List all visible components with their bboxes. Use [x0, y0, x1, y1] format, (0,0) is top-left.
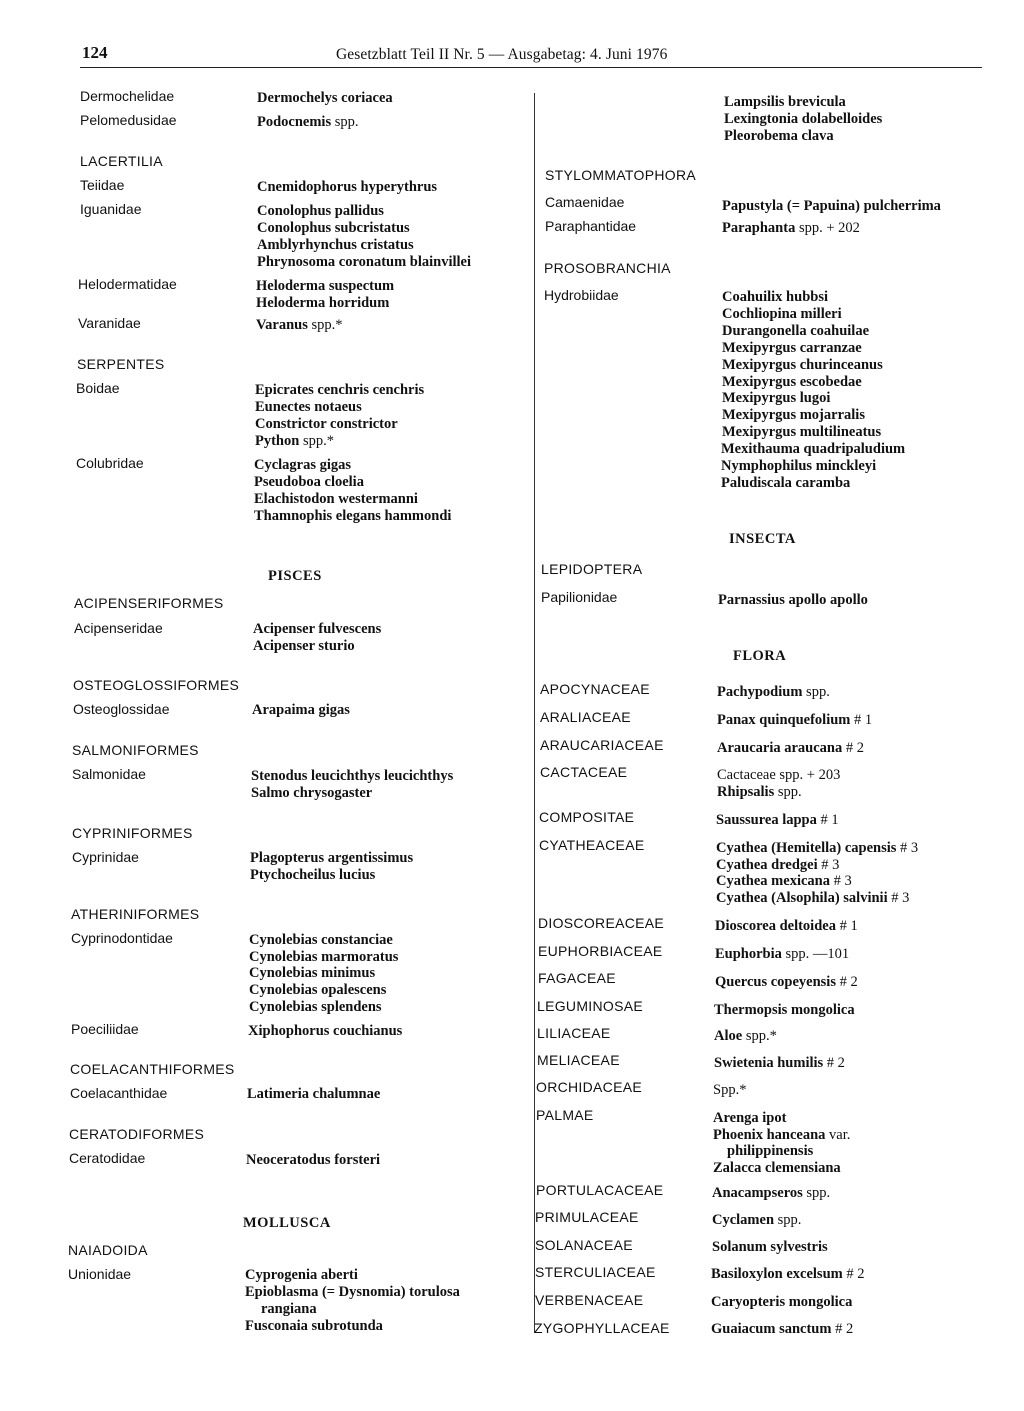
species-name: Salmo chrysogaster	[251, 785, 373, 801]
spp-label: spp.*	[745, 1028, 777, 1044]
genus-name: Python	[255, 433, 300, 449]
species-name: Arenga ipot	[713, 1110, 787, 1126]
var-label: var.	[829, 1127, 851, 1143]
spp-note: spp. —101	[785, 946, 850, 962]
annotation-note: # 1	[839, 918, 858, 934]
species-name: Epioblasma (= Dysnomia) torulosa	[245, 1284, 460, 1300]
species-label: Swietenia humilis	[714, 1055, 824, 1071]
species-label: Guaiacum sanctum	[711, 1321, 832, 1337]
species-name: Phrynosoma coronatum blainvillei	[257, 254, 472, 270]
annotation-note: # 2	[839, 974, 858, 990]
species-name: Heloderma horridum	[256, 295, 390, 311]
species-name	[717, 712, 872, 729]
family-name: Osteoglossidae	[73, 701, 170, 717]
species-name: Cynolebias marmoratus	[249, 949, 399, 965]
species-label: Cyathea dredgei	[716, 857, 818, 873]
family-name: Teiidae	[80, 177, 125, 193]
family-name: Cyprinodontidae	[71, 930, 173, 946]
family-name: Boidae	[76, 380, 120, 396]
species-name: rangiana	[261, 1301, 317, 1317]
species-name	[715, 918, 858, 935]
species-label: Panax quinquefolium	[717, 712, 851, 728]
species-name	[712, 1185, 830, 1202]
species-name: Cyclagras gigas	[254, 457, 352, 473]
genus-name: Aloe	[714, 1028, 743, 1044]
plant-family: PRIMULACEAE	[535, 1209, 639, 1225]
species-name: Latimeria chalumnae	[247, 1086, 381, 1102]
order-heading: SALMONIFORMES	[72, 742, 199, 758]
species-name	[716, 890, 909, 907]
spp-label: spp.	[806, 684, 830, 700]
species-name	[716, 857, 839, 874]
family-name: Iguanidae	[80, 201, 142, 217]
genus-name: Paraphanta	[722, 220, 796, 236]
spp-note: spp. + 202	[798, 220, 860, 236]
species-name: Mexipyrgus multilineatus	[722, 424, 882, 440]
species-name: Mexipyrgus escobedae	[722, 374, 862, 390]
species-name: Mexipyrgus churinceanus	[722, 357, 883, 373]
species-name	[717, 684, 830, 701]
family-name: Paraphantidae	[545, 218, 637, 234]
species-name	[722, 220, 860, 237]
species-name: Caryopteris mongolica	[711, 1294, 853, 1310]
family-name: Papilionidae	[541, 589, 618, 605]
species-name: Mexipyrgus mojarralis	[722, 407, 865, 423]
order-heading: PROSOBRANCHIA	[544, 260, 671, 276]
species-name: Lampsilis brevicula	[724, 94, 846, 110]
spp-label: spp.	[806, 1185, 831, 1201]
plant-family: PORTULACACEAE	[536, 1182, 664, 1198]
annotation-note: # 2	[845, 740, 864, 756]
species-name: Mexithauma quadripaludium	[721, 441, 906, 457]
plant-family: ZYGOPHYLLACEAE	[534, 1320, 670, 1336]
spp-label: spp.	[777, 784, 802, 800]
plant-family: VERBENACEAE	[535, 1292, 644, 1308]
genus-name: Euphorbia	[715, 946, 782, 962]
species-name: Papustyla (= Papuina) pulcherrima	[722, 198, 941, 214]
species-name	[716, 812, 839, 829]
species-label: Cyathea (Hemitella) capensis	[716, 840, 897, 856]
species-label: Dioscorea deltoidea	[715, 918, 836, 934]
species-name: Ptychocheilus lucius	[250, 867, 376, 883]
species-name: Acipenser fulvescens	[253, 621, 382, 637]
annotation-note: # 3	[900, 840, 919, 856]
plant-family: DIOSCOREACEAE	[538, 915, 665, 931]
order-heading: CYPRINIFORMES	[72, 825, 193, 841]
species-name: Spp.*	[713, 1082, 747, 1098]
species-name	[717, 784, 802, 801]
order-heading: CERATODIFORMES	[69, 1126, 205, 1142]
family-name: Unionidae	[68, 1266, 132, 1282]
plant-family: LEGUMINOSAE	[537, 998, 643, 1014]
species-name: Stenodus leucichthys leucichthys	[251, 768, 454, 784]
family-name: Camaenidae	[545, 194, 625, 210]
species-name: Cochliopina milleri	[722, 306, 842, 322]
species-name	[715, 974, 858, 991]
species-name: Eunectes notaeus	[255, 399, 362, 415]
species-name: Mexipyrgus lugoi	[722, 390, 831, 406]
order-heading: ACIPENSERIFORMES	[74, 595, 224, 611]
order-heading: SERPENTES	[77, 356, 165, 372]
order-heading: NAIADOIDA	[68, 1242, 148, 1258]
class-heading: PISCES	[268, 568, 322, 584]
spp-label: spp.*	[302, 433, 334, 449]
species-name: Mexipyrgus carranzae	[722, 340, 862, 356]
species-name: Parnassius apollo apollo	[718, 592, 868, 608]
annotation-note: # 2	[826, 1055, 845, 1071]
species-name: Constrictor constrictor	[255, 416, 398, 432]
species-name: Solanum sylvestris	[712, 1239, 828, 1255]
plant-family: CACTACEAE	[540, 764, 628, 780]
species-name: Pleorobema clava	[724, 128, 834, 144]
species-name	[711, 1321, 853, 1338]
species-name: Conolophus pallidus	[257, 203, 384, 219]
family-name: Hydrobiidae	[544, 287, 619, 303]
species-name: Cynolebias constanciae	[249, 932, 393, 948]
species-name: Elachistodon westermanni	[254, 491, 418, 507]
species-name: Cynolebias opalescens	[249, 982, 387, 998]
species-name	[257, 114, 359, 131]
order-heading: COELACANTHIFORMES	[70, 1061, 235, 1077]
species-name: Durangonella coahuilae	[722, 323, 870, 339]
annotation-note: # 2	[835, 1321, 854, 1337]
species-name	[717, 740, 864, 757]
annotation-note: # 3	[821, 857, 840, 873]
spp-label: spp.	[334, 114, 359, 130]
order-heading: OSTEOGLOSSIFORMES	[73, 677, 240, 693]
species-name: Cnemidophorus hyperythrus	[257, 179, 438, 195]
species-name: Cactaceae spp. + 203	[717, 767, 841, 783]
species-label: Cyathea mexicana	[716, 873, 830, 889]
species-name: philippinensis	[727, 1143, 814, 1159]
order-heading: STYLOMMATOPHORA	[545, 167, 697, 183]
class-heading: INSECTA	[729, 531, 796, 547]
species-name: Fusconaia subrotunda	[245, 1318, 383, 1334]
species-name: Neoceratodus forsteri	[246, 1152, 381, 1168]
order-heading: LEPIDOPTERA	[541, 561, 643, 577]
plant-family: SOLANACEAE	[535, 1237, 633, 1253]
genus-name: Podocnemis	[257, 114, 332, 130]
plant-family: APOCYNACEAE	[540, 681, 650, 697]
genus-name: Rhipsalis	[717, 784, 775, 800]
species-name: Xiphophorus couchianus	[248, 1023, 403, 1039]
species-name: Paludiscala caramba	[721, 475, 851, 491]
plant-family: EUPHORBIACEAE	[538, 943, 663, 959]
annotation-note: # 1	[820, 812, 839, 828]
species-name: Cyprogenia aberti	[245, 1267, 358, 1283]
spp-label: spp.*	[311, 317, 343, 333]
species-name: Heloderma suspectum	[256, 278, 395, 294]
genus-name: Pachypodium	[717, 684, 803, 700]
species-name: Thamnophis elegans hammondi	[254, 508, 452, 524]
genus-name: Anacampseros	[712, 1185, 803, 1201]
family-name: Varanidae	[78, 315, 141, 331]
species-name	[712, 1212, 801, 1229]
species-name	[255, 433, 334, 450]
species-name: Plagopterus argentissimus	[250, 850, 414, 866]
family-name: Helodermatidae	[78, 276, 177, 292]
plant-family: STERCULIACEAE	[535, 1264, 656, 1280]
plant-family: CYATHEACEAE	[539, 837, 645, 853]
family-name: Ceratodidae	[69, 1150, 146, 1166]
species-name	[715, 946, 849, 963]
class-heading: FLORA	[733, 648, 787, 664]
species-name: Conolophus subcristatus	[257, 220, 410, 236]
species-name: Coahuilix hubbsi	[722, 289, 828, 305]
family-name: Pelomedusidae	[80, 112, 177, 128]
spp-label: spp.	[777, 1212, 802, 1228]
family-name: Coelacanthidae	[70, 1085, 168, 1101]
family-name: Cyprinidae	[72, 849, 139, 865]
annotation-note: # 2	[846, 1266, 865, 1282]
family-name: Colubridae	[76, 455, 144, 471]
genus-name: Cyclamen	[712, 1212, 775, 1228]
family-name: Poeciliidae	[71, 1021, 139, 1037]
species-label: Saussurea lappa	[716, 812, 817, 828]
species-name	[716, 840, 918, 857]
annotation-note: # 3	[891, 890, 910, 906]
species-name: Arapaima gigas	[252, 702, 350, 718]
plant-family: PALMAE	[536, 1107, 594, 1123]
class-heading: MOLLUSCA	[243, 1215, 331, 1231]
species-name	[713, 1127, 850, 1144]
species-label: Araucaria araucana	[717, 740, 843, 756]
species-name	[256, 317, 343, 334]
species-label: Phoenix hanceana	[713, 1127, 826, 1143]
order-heading: LACERTILIA	[80, 153, 163, 169]
header-rule	[80, 67, 982, 68]
species-name	[711, 1266, 864, 1283]
annotation-note: # 3	[833, 873, 852, 889]
plant-family: ORCHIDACEAE	[536, 1079, 642, 1095]
species-label: Cyathea (Alsophila) salvinii	[716, 890, 888, 906]
species-name: Amblyrhynchus cristatus	[257, 237, 414, 253]
plant-family: ARAUCARIACEAE	[540, 737, 664, 753]
plant-family: ARALIACEAE	[540, 709, 631, 725]
plant-family: LILIACEAE	[537, 1025, 611, 1041]
species-name: Pseudoboa cloelia	[254, 474, 364, 490]
family-name: Salmonidae	[72, 766, 146, 782]
family-name: Dermochelidae	[80, 88, 175, 104]
species-name	[716, 873, 852, 890]
species-name: Nymphophilus minckleyi	[721, 458, 877, 474]
column-divider	[534, 93, 535, 1333]
plant-family: COMPOSITAE	[539, 809, 635, 825]
species-name: Epicrates cenchris cenchris	[255, 382, 425, 398]
species-label: Quercus copeyensis	[715, 974, 836, 990]
species-name: Cynolebias minimus	[249, 965, 376, 981]
species-label: Basiloxylon excelsum	[711, 1266, 843, 1282]
species-name: Thermopsis mongolica	[714, 1002, 855, 1018]
plant-family: MELIACEAE	[537, 1052, 620, 1068]
species-name: Dermochelys coriacea	[257, 90, 393, 106]
family-name: Acipenseridae	[74, 620, 163, 636]
species-name	[714, 1028, 777, 1045]
species-name: Acipenser sturio	[253, 638, 355, 654]
annotation-note: # 1	[854, 712, 873, 728]
page-number: 124	[82, 43, 108, 62]
header-title: Gesetzblatt Teil II Nr. 5 — Ausgabetag: 4. Juni 1976	[336, 46, 668, 63]
species-name: Cynolebias splendens	[249, 999, 382, 1015]
species-name	[714, 1055, 845, 1072]
species-name: Lexingtonia dolabelloides	[724, 111, 883, 127]
genus-name: Varanus	[256, 317, 308, 333]
order-heading: ATHERINIFORMES	[71, 906, 200, 922]
species-name: Zalacca clemensiana	[713, 1160, 841, 1176]
plant-family: FAGACEAE	[538, 970, 616, 986]
